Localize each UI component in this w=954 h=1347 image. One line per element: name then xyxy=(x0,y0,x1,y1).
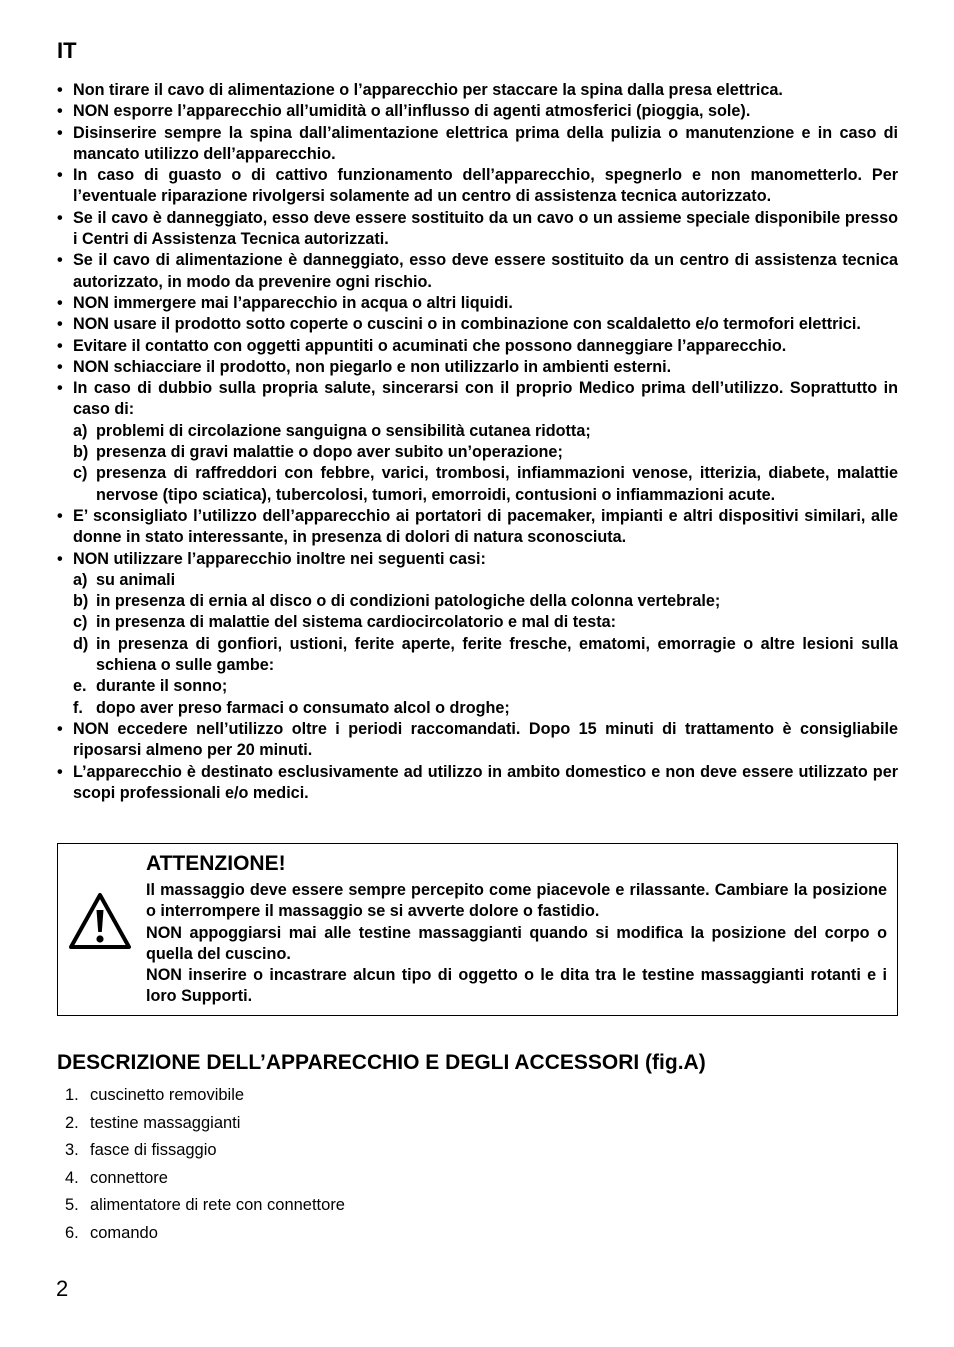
list-item: 3. fasce di fissaggio xyxy=(65,1141,217,1159)
parts-list xyxy=(65,1085,345,1250)
warning-item: • NON usare il prodotto sotto coperte o cuscini o in combinazione con scaldaletto e/o termofori elettrici. xyxy=(57,314,898,335)
attention-paragraph: NON inserire o incastrare alcun tipo di oggetto o le dita tra le testine massaggianti rotanti e i loro Supporti. xyxy=(146,966,887,1006)
warning-item: • Disinserire sempre la spina dall’alimentazione elettrica prima della pulizia o manutenzione e in caso di mancato utilizzo dell’apparecchio. xyxy=(57,123,898,166)
sub-item: f. dopo aver preso farmaci o consumato alcol o droghe; xyxy=(73,698,510,717)
warning-item: • E’ sconsigliato l’utilizzo dell’apparecchio ai portatori di pacemaker, impianti e altri dispositivi similari, alle donne in stato interessante, in presenza di dolori di natura sconosciuta. xyxy=(57,506,898,549)
sub-item: d) in presenza di gonfiori, ustioni, ferite aperte, ferite fresche, ematomi, emorragie o altre lesioni sulla schiena o sulle gambe: xyxy=(73,634,898,675)
list-item: 5. alimentatore di rete con connettore xyxy=(65,1196,345,1214)
warning-item: • NON schiacciare il prodotto, non piegarlo e non utilizzarlo in ambienti esterni. xyxy=(57,357,898,378)
sub-item: c) presenza di raffreddori con febbre, varici, trombosi, infiammazioni venose, itterizia, diabete, malattie nervose (tipo sciatica), tubercolosi, tumori, emorroidi, contusioni o infiammazioni acute. xyxy=(73,464,898,504)
safety-warnings-list xyxy=(57,80,898,804)
list-item: 2. testine massaggianti xyxy=(65,1113,241,1132)
sub-item: b) in presenza di ernia al disco o di condizioni patologiche della colonna vertebrale; xyxy=(73,592,721,611)
warning-item: • NON eccedere nell’utilizzo oltre i periodi raccomandati. Dopo 15 minuti di trattamento è consigliabile riposarsi almeno per 20 minuti. xyxy=(57,719,898,762)
page-number: 2 xyxy=(56,1276,69,1301)
health-conditions-list xyxy=(73,421,898,506)
attention-paragraph: Il massaggio deve essere sempre percepito come piacevole e rilassante. Cambiare la posizione o interrompere il massaggio se si avverte dolore o fastidio. xyxy=(146,881,887,921)
list-item: 1. cuscinetto removibile xyxy=(65,1086,245,1104)
warning-item: • In caso di dubbio sulla propria salute, sincerarsi con il proprio Medico prima dell’utilizzo. Soprattutto in caso di: a) problemi di circolazione sanguigna o sensibilità cutanea ridotta; b) presenza di gravi malattie o dopo aver subito un’operazione; c) presenza di raffreddori con febbre, varici, trombosi, infiammazioni venose, itterizia, diabete, malattie nervose (tipo sciatica), tubercolosi, tumori, emorroidi, contusioni o infiammazioni acute. xyxy=(57,378,898,506)
warning-item: • L’apparecchio è destinato esclusivamente ad utilizzo in ambito domestico e non deve essere utilizzato per scopi professionali e/o medici. xyxy=(57,762,898,805)
sub-item: b) presenza di gravi malattie o dopo aver subito un’operazione; xyxy=(73,443,563,462)
sub-item: c) in presenza di malattie del sistema cardiocircolatorio e mal di testa: xyxy=(73,613,616,632)
list-item: 4. connettore xyxy=(65,1168,168,1187)
attention-text xyxy=(146,880,887,1008)
list-item: 6. comando xyxy=(65,1223,158,1242)
sub-item: a) problemi di circolazione sanguigna o sensibilità cutanea ridotta; xyxy=(73,421,591,440)
warning-item: • Se il cavo di alimentazione è danneggiato, esso deve essere sostituito da un centro di assistenza tecnica autorizzato, in modo da prevenire ogni rischio. xyxy=(57,250,898,293)
warning-item: • NON esporre l’apparecchio all’umidità o all’influsso di agenti atmosferici (pioggia, sole). xyxy=(57,101,898,122)
attention-title: ATTENZIONE! xyxy=(146,852,286,875)
attention-paragraph: NON appoggiarsi mai alle testine massaggianti quando si modifica la posizione del corpo o quella del cuscino. xyxy=(146,923,887,963)
attention-box xyxy=(57,843,898,1016)
warning-item: • In caso di guasto o di cattivo funzionamento dell’apparecchio, spegnerlo e non manometterlo. Per l’eventuale riparazione rivolgersi solamente ad un centro di assistenza tecnica autorizzato. xyxy=(57,165,898,208)
usage-restrictions-list xyxy=(73,570,898,719)
warning-triangle-icon xyxy=(68,892,132,950)
warning-item: • NON immergere mai l’apparecchio in acqua o altri liquidi. xyxy=(57,293,898,314)
warning-item: • Se il cavo è danneggiato, esso deve essere sostituito da un cavo o un assieme speciale disponibile presso i Centri di Assistenza Tecnica autorizzati. xyxy=(57,208,898,251)
sub-item: a) su animali xyxy=(73,570,176,589)
language-label: IT xyxy=(57,38,77,63)
warning-item: • Non tirare il cavo di alimentazione o l’apparecchio per staccare la spina dalla presa elettrica. xyxy=(57,80,898,101)
section-title: DESCRIZIONE DELL’APPARECCHIO E DEGLI ACCESSORI (fig.A) xyxy=(57,1051,706,1074)
warning-item: • NON utilizzare l’apparecchio inoltre nei seguenti casi: a) su animali b) in presenza di ernia al disco o di condizioni patologiche della colonna vertebrale; c) in presenza di malattie del sistema cardiocircolatorio e mal di testa: d) in presenza di gonfiori, ustioni, ferite aperte, ferite fresche, ematomi, emorragie o altre lesioni sulla schiena o sulle gambe: e. durante il sonno; f. dopo aver preso farmaci o consumato alcol o droghe; xyxy=(57,549,898,719)
sub-item: e. durante il sonno; xyxy=(73,677,228,696)
warning-item: • Evitare il contatto con oggetti appuntiti o acuminati che possono danneggiare l’apparecchio. xyxy=(57,336,898,357)
